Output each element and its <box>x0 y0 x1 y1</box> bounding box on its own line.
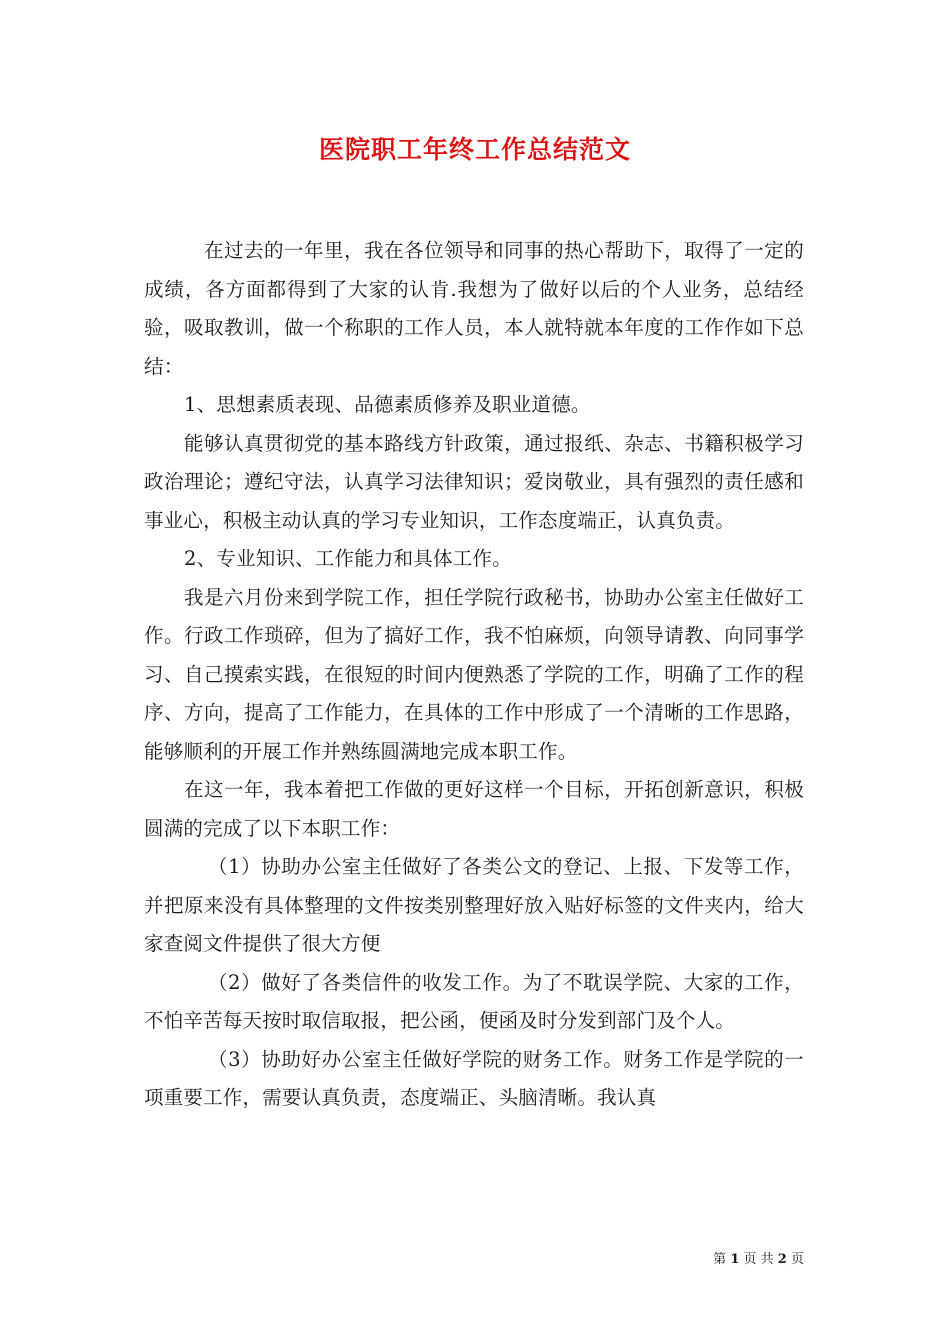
footer-middle: 页 共 <box>743 1252 774 1267</box>
paragraph-section-1: 能够认真贯彻党的基本路线方针政策，通过报纸、杂志、书籍积极学习政治理论；遵纪守法，认真学习法律知识；爱岗敬业，具有强烈的责任感和事业心，积极主动认真的学习专业知识，工作态度端正，认真负责。 <box>144 431 804 532</box>
document-body <box>144 232 804 1118</box>
paragraph-section-2: 我是六月份来到学院工作，担任学院行政秘书，协助办公室主任做好工作。行政工作琐碎，但为了搞好工作，我不怕麻烦，向领导请教、向同事学习、自己摸索实践，在很短的时间内便熟悉了学院的工作，明确了工作的程序、方向，提高了工作能力，在具体的工作中形成了一个清晰的工作思路，能够顺利的开展工作并熟练圆满地完成本职工作。 <box>144 585 804 763</box>
document-title: 医院职工年终工作总结范文 <box>318 135 631 164</box>
page-number-footer <box>713 1248 804 1267</box>
section-heading-1: 1、思想素质表现、品德素质修养及职业道德。 <box>184 393 591 416</box>
footer-prefix: 第 <box>713 1252 727 1267</box>
paragraph-intro: 在过去的一年里，我在各位领导和同事的热心帮助下，取得了一定的成绩，各方面都得到了大家的认肯.我想为了做好以后的个人业务，总结经验，吸取教训，做一个称职的工作人员，本人就特就本年度的工作作如下总结： <box>144 239 804 378</box>
footer-current-page: 1 <box>730 1252 740 1267</box>
footer-suffix: 页 <box>790 1252 804 1267</box>
footer-total-pages: 2 <box>777 1252 787 1267</box>
paragraph-this-year: 在这一年，我本着把工作做的更好这样一个目标，开拓创新意识，积极圆满的完成了以下本职工作： <box>144 778 804 840</box>
list-item-2: （2）做好了各类信件的收发工作。为了不耽误学院、大家的工作，不怕辛苦每天按时取信取报，把公函，便函及时分发到部门及个人。 <box>144 970 804 1032</box>
list-item-3: （3）协助好办公室主任做好学院的财务工作。财务工作是学院的一项重要工作，需要认真负责，态度端正、头脑清晰。我认真 <box>144 1047 804 1109</box>
section-heading-2: 2、专业知识、工作能力和具体工作。 <box>184 547 512 570</box>
list-item-1: （1）协助办公室主任做好了各类公文的登记、上报、下发等工作，并把原来没有具体整理的文件按类别整理好放入贴好标签的文件夹内，给大家查阅文件提供了很大方便 <box>144 855 804 955</box>
